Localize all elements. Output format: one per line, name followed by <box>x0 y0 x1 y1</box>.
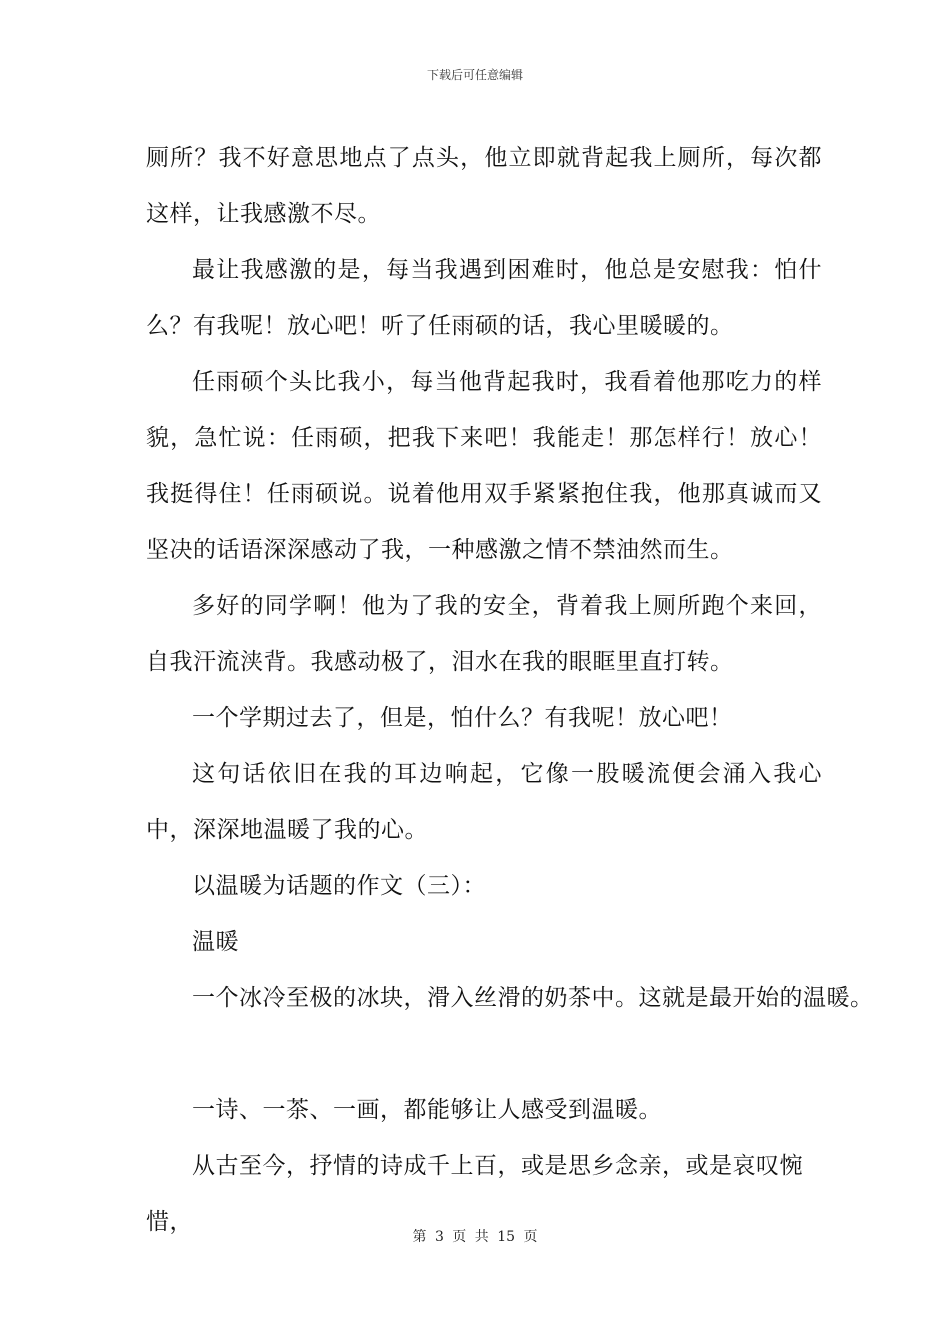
paragraph: 这句话依旧在我的耳边响起，它像一股暖流便会涌入我心中，深深地温暖了我的心。 <box>146 761 822 843</box>
page-header: 下载后可任意编辑 <box>426 68 523 82</box>
section-heading: 以温暖为话题的作文（三）： <box>192 873 486 899</box>
paragraph: 最让我感激的是，每当我遇到困难时，他总是安慰我：怕什么？有我呢！放心吧！听了任雨硕的话，我心里暖暖的。 <box>146 257 822 339</box>
document-body <box>146 130 874 1250</box>
page-footer: 第 3 页 共 15 页 <box>412 1229 538 1245</box>
paragraph: 多好的同学啊！他为了我的安全，背着我上厕所跑个来回，自我汗流浃背。我感动极了，泪水在我的眼眶里直打转。 <box>146 593 822 675</box>
paragraph-continuation: 厕所？我不好意思地点了点头，他立即就背起我上厕所，每次都这样，让我感激不尽。 <box>146 145 822 227</box>
paragraph: 一个冰冷至极的冰块，滑入丝滑的奶茶中。这就是最开始的温暖。 <box>192 985 874 1011</box>
blank-line <box>146 1026 822 1082</box>
paragraph: 一诗、一茶、一画，都能够让人感受到温暖。 <box>192 1097 662 1123</box>
paragraph: 从古至今，抒情的诗成千上百，或是思乡念亲，或是哀叹惋惜， <box>146 1153 803 1235</box>
paragraph: 任雨硕个头比我小，每当他背起我时，我看着他那吃力的样貌，急忙说：任雨硕，把我下来吧！我能走！那怎样行！放心！我挺得住！任雨硕说。说着他用双手紧紧抱住我，他那真诚而又坚决的话语深深感动了我，一种感激之情不禁油然而生。 <box>146 369 822 563</box>
essay-title: 温暖 <box>192 929 239 955</box>
paragraph: 一个学期过去了，但是，怕什么？有我呢！放心吧！ <box>192 705 733 731</box>
